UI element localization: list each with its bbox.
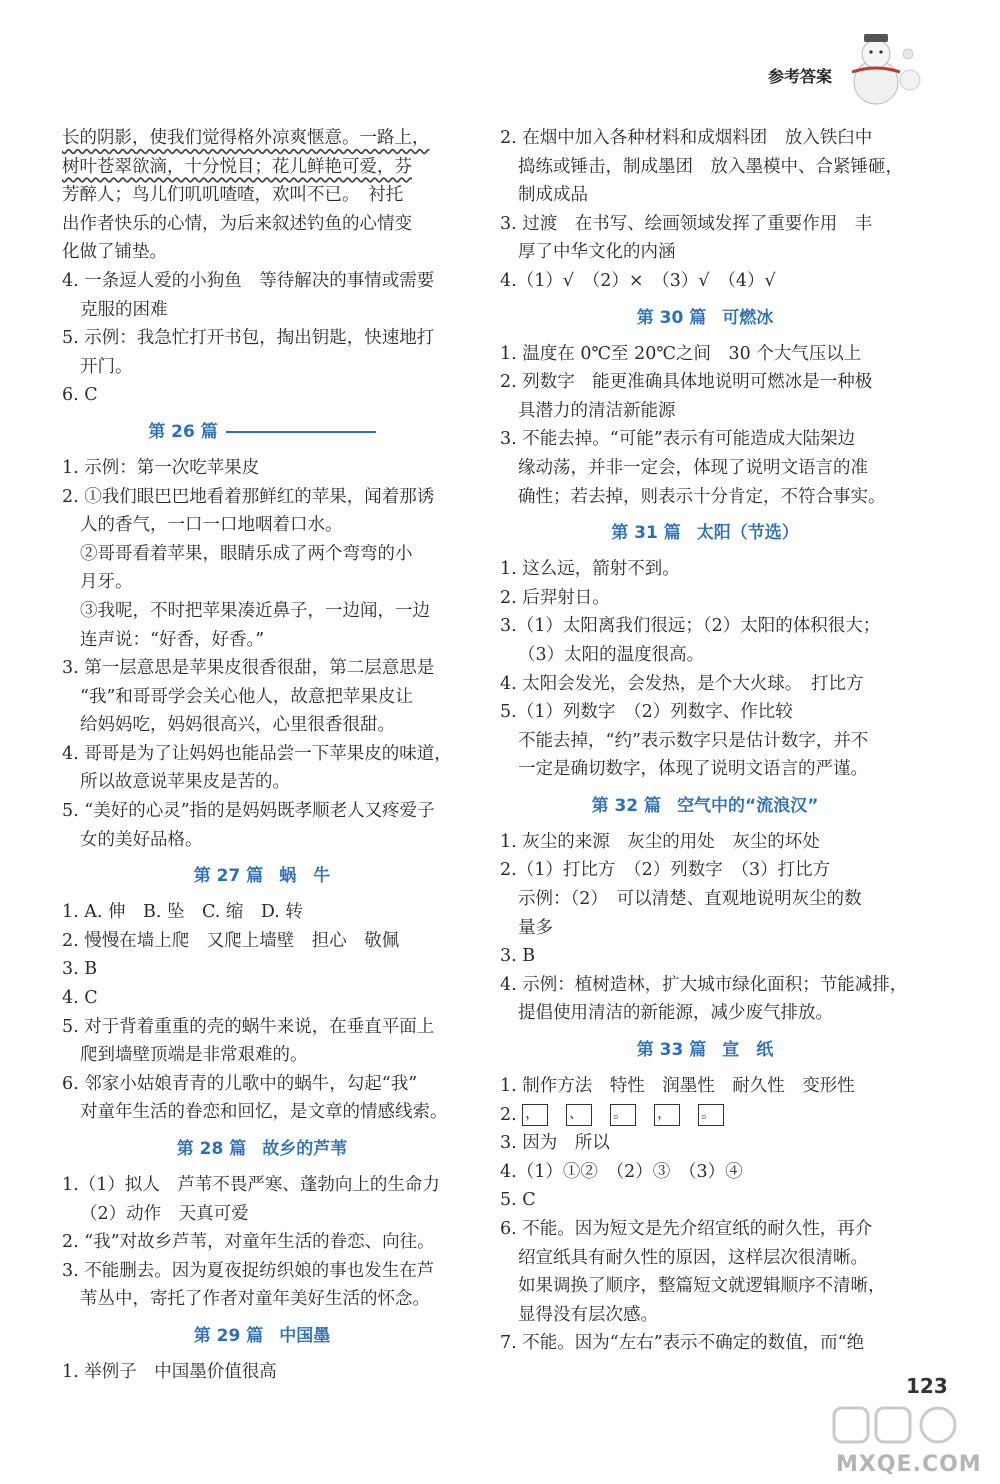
answer-line: 6. 不能。因为短文是先介绍宣纸的耐久性，再介 bbox=[500, 1219, 873, 1239]
answer-line: 4.（1）①② （2）③ （3）④ bbox=[500, 1161, 743, 1182]
page-number: 123 bbox=[906, 1374, 948, 1398]
answer-line: 苇丛中，寄托了作者对童年美好生活的怀念。 bbox=[80, 1289, 430, 1310]
answer-line: 厚了中华文化的内涵 bbox=[518, 242, 676, 263]
left-column bbox=[62, 124, 462, 1387]
answer-line: （3）太阳的温度很高。 bbox=[518, 644, 705, 665]
punctuation-box: 。 bbox=[698, 1104, 724, 1126]
answer-line: 连声说：“好香，好香。” bbox=[80, 629, 265, 650]
answer-line: ②哥哥看着苹果，眼睛乐成了两个弯弯的小 bbox=[80, 543, 413, 564]
answer-line: 1. 举例子 中国墨价值很高 bbox=[62, 1361, 277, 1382]
section-number: 第 31 篇 bbox=[611, 523, 681, 544]
answer-line: 捣练或锤击，制成墨团 放入墨模中、合紧锤砸， bbox=[518, 156, 903, 177]
answer-line: 1. 这么远，箭射不到。 bbox=[500, 559, 680, 580]
answer-line: 1. 温度在 0℃至 20℃之间 30 个大气压以上 bbox=[500, 343, 862, 364]
section-number: 第 29 篇 bbox=[193, 1325, 264, 1346]
answer-line: 人的香气，一口一口地咽着口水。 bbox=[80, 515, 343, 536]
section-heading-33 bbox=[500, 1028, 910, 1072]
answer-line: 6. C bbox=[62, 385, 98, 406]
answer-line: 对童年生活的眷恋和回忆，是文章的情感线索。 bbox=[80, 1102, 448, 1123]
answer-line: 3. 不能删去。因为夏夜捉纺织娘的事也发生在芦 bbox=[62, 1260, 435, 1281]
answer-line: 树叶苍翠欲滴，十分悦目；花儿鲜艳可爱，芬 bbox=[62, 156, 412, 177]
answer-line: 1. 制作方法 特性 润墨性 耐久性 变形性 bbox=[500, 1076, 855, 1097]
answer-line: 2.（1）打比方 （2）列数字 （3）打比方 bbox=[500, 860, 831, 881]
answer-line: 绍宣纸具有耐久性的原因，这样层次很清晰。 bbox=[518, 1247, 868, 1268]
section-number: 第 26 篇 bbox=[148, 421, 218, 442]
answer-line: 芳醉人；鸟儿们叽叽喳喳，欢叫不已。 衬托 bbox=[62, 185, 404, 206]
answer-line: 4. C bbox=[62, 988, 98, 1009]
punctuation-box: 。 bbox=[610, 1104, 636, 1126]
punctuation-box: ， bbox=[654, 1104, 680, 1126]
answer-line: 一定是确切数字，体现了说明文语言的严谨。 bbox=[518, 759, 868, 780]
answer-line: 2. “我”对故乡芦苇，对童年生活的眷恋、向往。 bbox=[62, 1232, 435, 1253]
answer-line: 提倡使用清洁的新能源，减少废气排放。 bbox=[518, 1003, 833, 1024]
answer-line: 3.（1）太阳离我们很远；（2）太阳的体积很大； bbox=[500, 616, 881, 637]
answer-line: 缘动荡，并非一定会，体现了说明文语言的准 bbox=[518, 457, 868, 478]
punctuation-box: 、 bbox=[566, 1104, 592, 1126]
answer-line: 爬到墙壁顶端是非常艰难的。 bbox=[80, 1045, 308, 1066]
answer-line: 具潜力的清洁新能源 bbox=[518, 400, 676, 421]
answer-line: 如果调换了顺序，整篇短文就逻辑顺序不清晰， bbox=[518, 1276, 886, 1297]
answer-line: 1. 示例：第一次吃苹果皮 bbox=[62, 457, 260, 478]
answer-line: 2. 慢慢在墙上爬 又爬上墙壁 担心 敬佩 bbox=[62, 930, 400, 951]
answer-line: 4.（1）√ （2）× （3）√ （4）√ bbox=[500, 270, 776, 291]
section-title: 故乡的芦苇 bbox=[262, 1139, 348, 1159]
section-number: 第 27 篇 bbox=[193, 866, 264, 887]
section-heading-29 bbox=[62, 1314, 462, 1358]
punctuation-answer-line bbox=[500, 1101, 910, 1130]
answer-line: 4. 示例：植树造林，扩大城市绿化面积；节能减排， bbox=[500, 974, 908, 995]
answer-line: 给妈妈吃，妈妈很高兴，心里很香很甜。 bbox=[80, 715, 395, 736]
section-number: 第 32 篇 bbox=[591, 795, 662, 816]
answer-line: 化做了铺垫。 bbox=[62, 242, 167, 263]
answer-line: 3. 不能去掉。“可能”表示有可能造成大陆架边 bbox=[500, 429, 856, 450]
section-number: 第 30 篇 bbox=[636, 307, 707, 328]
answer-line: 4. 太阳会发光，会发热，是个大火球。 打比方 bbox=[500, 673, 864, 694]
answer-line: 3. 过渡 在书写、绘画领域发挥了重要作用 丰 bbox=[500, 213, 873, 234]
answer-line: 示例：（2） 可以清楚、直观地说明灰尘的数 bbox=[518, 889, 862, 910]
answer-line: 克服的困难 bbox=[80, 299, 168, 320]
answer-line: 5. 示例：我急忙打开书包，掏出钥匙，快速地打 bbox=[62, 328, 435, 349]
answer-line: 5. “美好的心灵”指的是妈妈既孝顺老人又疼爱子 bbox=[62, 801, 435, 822]
answer-line: 1. 灰尘的来源 灰尘的用处 灰尘的坏处 bbox=[500, 831, 820, 852]
answer-line: 4. 哥哥是为了让妈妈也能品尝一下苹果皮的味道， bbox=[62, 743, 452, 764]
answer-line: 2. 列数字 能更准确具体地说明可燃冰是一种极 bbox=[500, 372, 873, 393]
section-title: 蜗 牛 bbox=[279, 866, 331, 887]
answer-line: （2）动作 天真可爱 bbox=[80, 1203, 249, 1224]
title-blank-line bbox=[226, 430, 376, 433]
section-title: 中国墨 bbox=[279, 1325, 331, 1346]
answer-line: 1. A. 伸 B. 坠 C. 缩 D. 转 bbox=[62, 902, 303, 923]
answer-line: 5.（1）列数字 （2）列数字、作比较 bbox=[500, 702, 793, 723]
answer-line: 长的阴影，使我们觉得格外凉爽惬意。一路上， bbox=[62, 128, 430, 148]
section-title: 太阳（节选） bbox=[696, 523, 799, 544]
snowman-decoration-icon bbox=[838, 24, 928, 110]
section-number: 第 33 篇 bbox=[636, 1040, 707, 1061]
answer-line: 3. B bbox=[62, 959, 98, 980]
answer-line: 4. 一条逗人爱的小狗鱼 等待解决的事情或需要 bbox=[62, 270, 435, 291]
section-title: 可燃冰 bbox=[722, 307, 774, 328]
answer-line: 开门。 bbox=[80, 356, 133, 377]
section-heading-27 bbox=[62, 854, 462, 898]
answer-line: 月牙。 bbox=[80, 572, 133, 593]
answer-line: 1.（1）拟人 芦苇不畏严寒、蓬勃向上的生命力 bbox=[62, 1175, 440, 1195]
answer-line: 女的美好品格。 bbox=[80, 829, 203, 850]
section-heading-32 bbox=[500, 784, 910, 828]
answer-line: 所以故意说苹果皮是苦的。 bbox=[80, 772, 290, 793]
watermark-text: MXQE.COM bbox=[836, 1452, 982, 1477]
answer-line: 2. ①我们眼巴巴地看着那鲜红的苹果，闻着那诱 bbox=[62, 486, 435, 507]
answer-line: 量多 bbox=[518, 917, 553, 938]
answer-line: 制成成品 bbox=[518, 185, 588, 206]
answer-line: “我”和哥哥学会关心他人，故意把苹果皮让 bbox=[80, 686, 413, 707]
page-header bbox=[0, 0, 1000, 120]
answer-line: 确性；若去掉，则表示十分肯定，不符合事实。 bbox=[518, 486, 886, 507]
answer-line: 3. B bbox=[500, 946, 536, 967]
section-number: 第 28 篇 bbox=[176, 1139, 247, 1159]
answer-line: 5. 对于背着重重的壳的蜗牛来说，在垂直平面上 bbox=[62, 1016, 435, 1037]
answer-line: 显得没有层次感。 bbox=[518, 1304, 658, 1325]
answer-key-label: 参考答案 bbox=[768, 67, 833, 86]
answer-line: 出作者快乐的心情，为后来叙述钓鱼的心情变 bbox=[62, 213, 412, 234]
answer-line: 不能去掉，“约”表示数字只是估计数字，并不 bbox=[518, 730, 869, 751]
section-heading-30 bbox=[500, 296, 910, 340]
right-column bbox=[500, 124, 910, 1358]
section-title: 空气中的“流浪汉” bbox=[677, 795, 819, 816]
punctuation-boxes bbox=[522, 1101, 742, 1130]
section-heading-28 bbox=[62, 1127, 462, 1171]
section-title: 宣 纸 bbox=[722, 1040, 774, 1061]
answer-line: 6. 邻家小姑娘青青的儿歌中的蜗牛，勾起“我” bbox=[62, 1073, 418, 1094]
section-heading-31 bbox=[500, 511, 910, 555]
punctuation-box: ， bbox=[522, 1104, 548, 1126]
answer-line: 3. 因为 所以 bbox=[500, 1133, 610, 1154]
answer-line: 7. 不能。因为“左右”表示不确定的数值，而“绝 bbox=[500, 1333, 865, 1354]
section-heading-26 bbox=[62, 410, 462, 454]
answer-line: 5. C bbox=[500, 1190, 536, 1211]
answer-line: 2. 后羿射日。 bbox=[500, 587, 610, 608]
answer-line: 3. 第一层意思是苹果皮很香很甜，第二层意思是 bbox=[62, 658, 435, 679]
answer-line: 2. 在烟中加入各种材料和成烟料团 放入铁臼中 bbox=[500, 128, 873, 148]
answer-line: ③我呢，不时把苹果凑近鼻子，一边闻，一边 bbox=[80, 600, 430, 621]
question-number: 2. bbox=[500, 1104, 517, 1125]
